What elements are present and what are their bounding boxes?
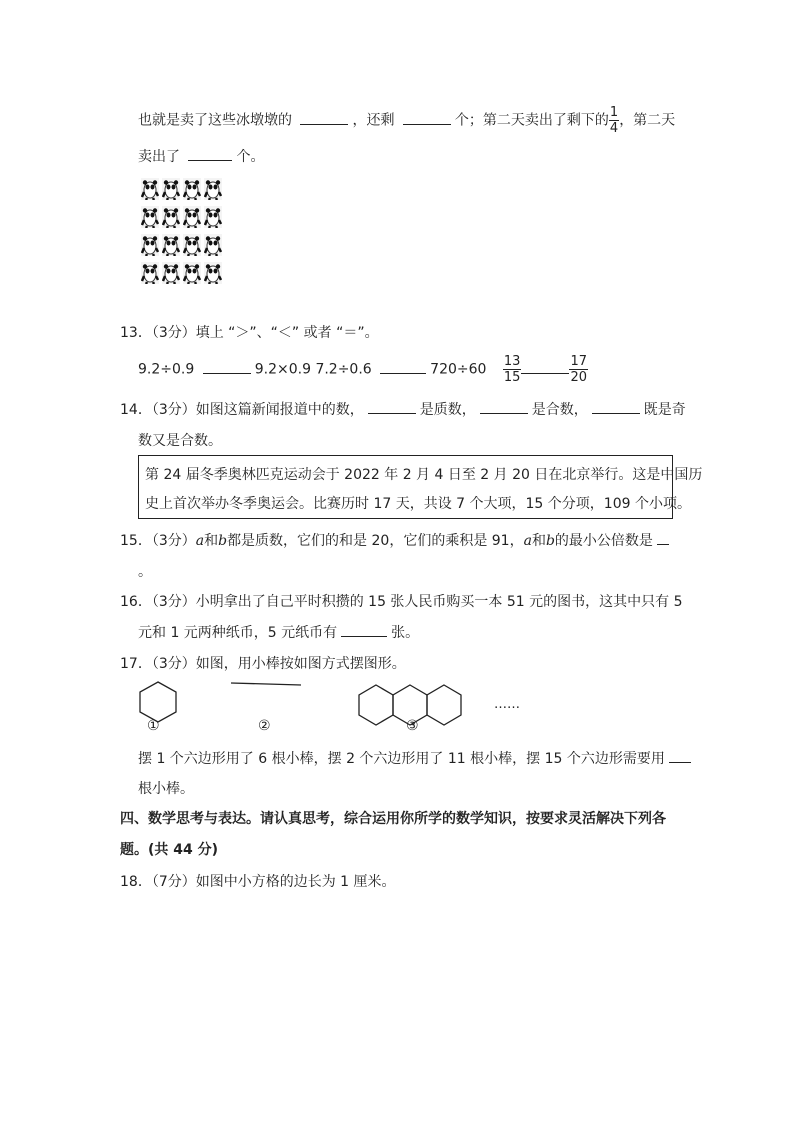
q15-text-e: 的最小公倍数是 bbox=[554, 533, 653, 549]
fraction-13-15 bbox=[503, 354, 522, 385]
variable-a: a bbox=[195, 533, 205, 549]
q15-text-a: 15．（3分） bbox=[120, 533, 196, 549]
fraction-denominator: 4 bbox=[609, 121, 619, 136]
section-4-heading: 四、数学思考与表达。请认真思考，综合运用你所学的数学知识，按要求灵活解决下列各 bbox=[120, 811, 666, 827]
answer-blank[interactable] bbox=[341, 622, 387, 637]
variable-a: a bbox=[523, 533, 532, 549]
q12-text-f: 个。 bbox=[236, 149, 265, 165]
mascot-icon bbox=[141, 206, 159, 228]
q12-line1 bbox=[138, 105, 675, 136]
answer-blank[interactable] bbox=[657, 530, 669, 545]
fraction-numerator: 17 bbox=[570, 354, 587, 369]
mascot-icon bbox=[204, 206, 222, 228]
variable-b: b bbox=[218, 533, 228, 549]
q14-text-b: 是质数， bbox=[419, 402, 476, 418]
mascot-icon bbox=[162, 234, 180, 256]
q15-text-c: 都是质数，它们的和是 20，它们的乘积是 91， bbox=[227, 533, 524, 549]
q15-line2: 。 bbox=[138, 564, 152, 580]
q13-expr2-right: 720÷60 bbox=[430, 361, 487, 378]
q13-expressions bbox=[138, 354, 588, 385]
q12-text-e: 卖出了 bbox=[138, 149, 180, 165]
answer-blank[interactable] bbox=[300, 110, 348, 125]
mascot-icon bbox=[162, 206, 180, 228]
q15-line1 bbox=[120, 530, 673, 550]
q16-text-a: 元和 1 元两种纸币，5 元纸币有 bbox=[138, 625, 338, 641]
mascot-icon bbox=[183, 234, 201, 256]
mascot-icon bbox=[183, 206, 201, 228]
q13-expr2-left: 7.2÷0.6 bbox=[315, 361, 372, 378]
fraction-numerator: 1 bbox=[609, 105, 619, 120]
mascot-icon bbox=[183, 178, 201, 200]
q18-title: 18．（7分）如图中小方格的边长为 1 厘米。 bbox=[120, 874, 396, 890]
fraction-denominator: 20 bbox=[570, 370, 587, 385]
q16-text-b: 张。 bbox=[391, 625, 420, 641]
q13-expr1-left: 9.2÷0.9 bbox=[138, 361, 195, 378]
news-text-line: 史上首次举办冬季奥运会。比赛历时 17 天，共设 7 个大项，15 个分项，109 个小项。 bbox=[145, 496, 691, 512]
news-report-box bbox=[138, 455, 703, 519]
q13-expr1-right: 9.2×0.9 bbox=[254, 361, 311, 378]
figure-label-1: ① bbox=[147, 718, 160, 734]
mascot-icon bbox=[162, 262, 180, 284]
q12-text-c: 个；第二天卖出了剩下的 bbox=[454, 112, 609, 129]
figure-2-line bbox=[231, 683, 301, 685]
q12-line2 bbox=[138, 146, 264, 166]
answer-blank[interactable] bbox=[521, 359, 569, 374]
q12-text-b: ，还剩 bbox=[352, 112, 395, 129]
q14-text-c: 是合数， bbox=[531, 402, 588, 418]
q16-line1: 16．（3分）小明拿出了自己平时积攒的 15 张人民币购买一本 51 元的图书，这其中只有 5 bbox=[120, 594, 683, 610]
mascot-icon bbox=[204, 234, 222, 256]
mascot-grid bbox=[141, 178, 222, 290]
q16-line2 bbox=[138, 622, 419, 642]
mascot-icon bbox=[141, 262, 159, 284]
continuation-dots: …… bbox=[494, 697, 520, 712]
q17-title: 17．（3分）如图，用小棒按如图方式摆图形。 bbox=[120, 656, 406, 672]
q15-text-d: 和 bbox=[531, 533, 546, 549]
q17-line1 bbox=[138, 748, 695, 768]
hexagon-figure-1 bbox=[140, 682, 176, 722]
answer-blank[interactable] bbox=[592, 399, 640, 414]
answer-blank[interactable] bbox=[380, 359, 426, 374]
q14-text-a: 14．（3分）如图这篇新闻报道中的数， bbox=[120, 402, 364, 418]
q17-line2: 根小棒。 bbox=[138, 781, 194, 797]
mascot-icon bbox=[183, 262, 201, 284]
news-text-line: 第 24 届冬季奥林匹克运动会于 2022 年 2 月 4 日至 2 月 20 日在北京举行。这是中国历 bbox=[145, 467, 703, 483]
hexagon-figures bbox=[136, 676, 536, 738]
q17-text-a: 摆 1 个六边形用了 6 根小棒，摆 2 个六边形用了 11 根小棒，摆 15 个六边形需要用 bbox=[138, 751, 665, 767]
fraction-one-quarter bbox=[609, 105, 619, 136]
mascot-icon bbox=[162, 178, 180, 200]
q14-line2: 数又是合数。 bbox=[138, 433, 222, 449]
answer-blank[interactable] bbox=[203, 359, 251, 374]
hexagon-figure-3 bbox=[427, 685, 461, 725]
q15-text-b: 和 bbox=[204, 533, 219, 549]
fraction-17-20 bbox=[569, 354, 588, 385]
mascot-icon bbox=[204, 262, 222, 284]
answer-blank[interactable] bbox=[480, 399, 528, 414]
mascot-icon bbox=[204, 178, 222, 200]
hexagon-figure-3 bbox=[359, 685, 393, 725]
answer-blank[interactable] bbox=[403, 110, 451, 125]
figure-label-2: ② bbox=[258, 718, 271, 734]
q14-text-d: 既是奇 bbox=[643, 402, 686, 418]
answer-blank[interactable] bbox=[368, 399, 416, 414]
section-4-heading-cont: 题。(共 44 分) bbox=[120, 842, 219, 858]
mascot-icon bbox=[141, 178, 159, 200]
variable-b: b bbox=[545, 533, 555, 549]
figure-label-3: ③ bbox=[406, 718, 419, 734]
q14-line1 bbox=[120, 399, 686, 419]
answer-blank[interactable] bbox=[669, 748, 691, 763]
q12-text-d: ，第二天 bbox=[619, 112, 676, 129]
q12-text-a: 也就是卖了这些冰墩墩的 bbox=[138, 112, 292, 129]
fraction-denominator: 15 bbox=[503, 370, 521, 385]
answer-blank[interactable] bbox=[188, 146, 232, 161]
fraction-numerator: 13 bbox=[503, 354, 521, 369]
q13-title: 13．（3分）填上 “＞”、“＜” 或者 “＝”。 bbox=[120, 325, 379, 341]
mascot-icon bbox=[141, 234, 159, 256]
